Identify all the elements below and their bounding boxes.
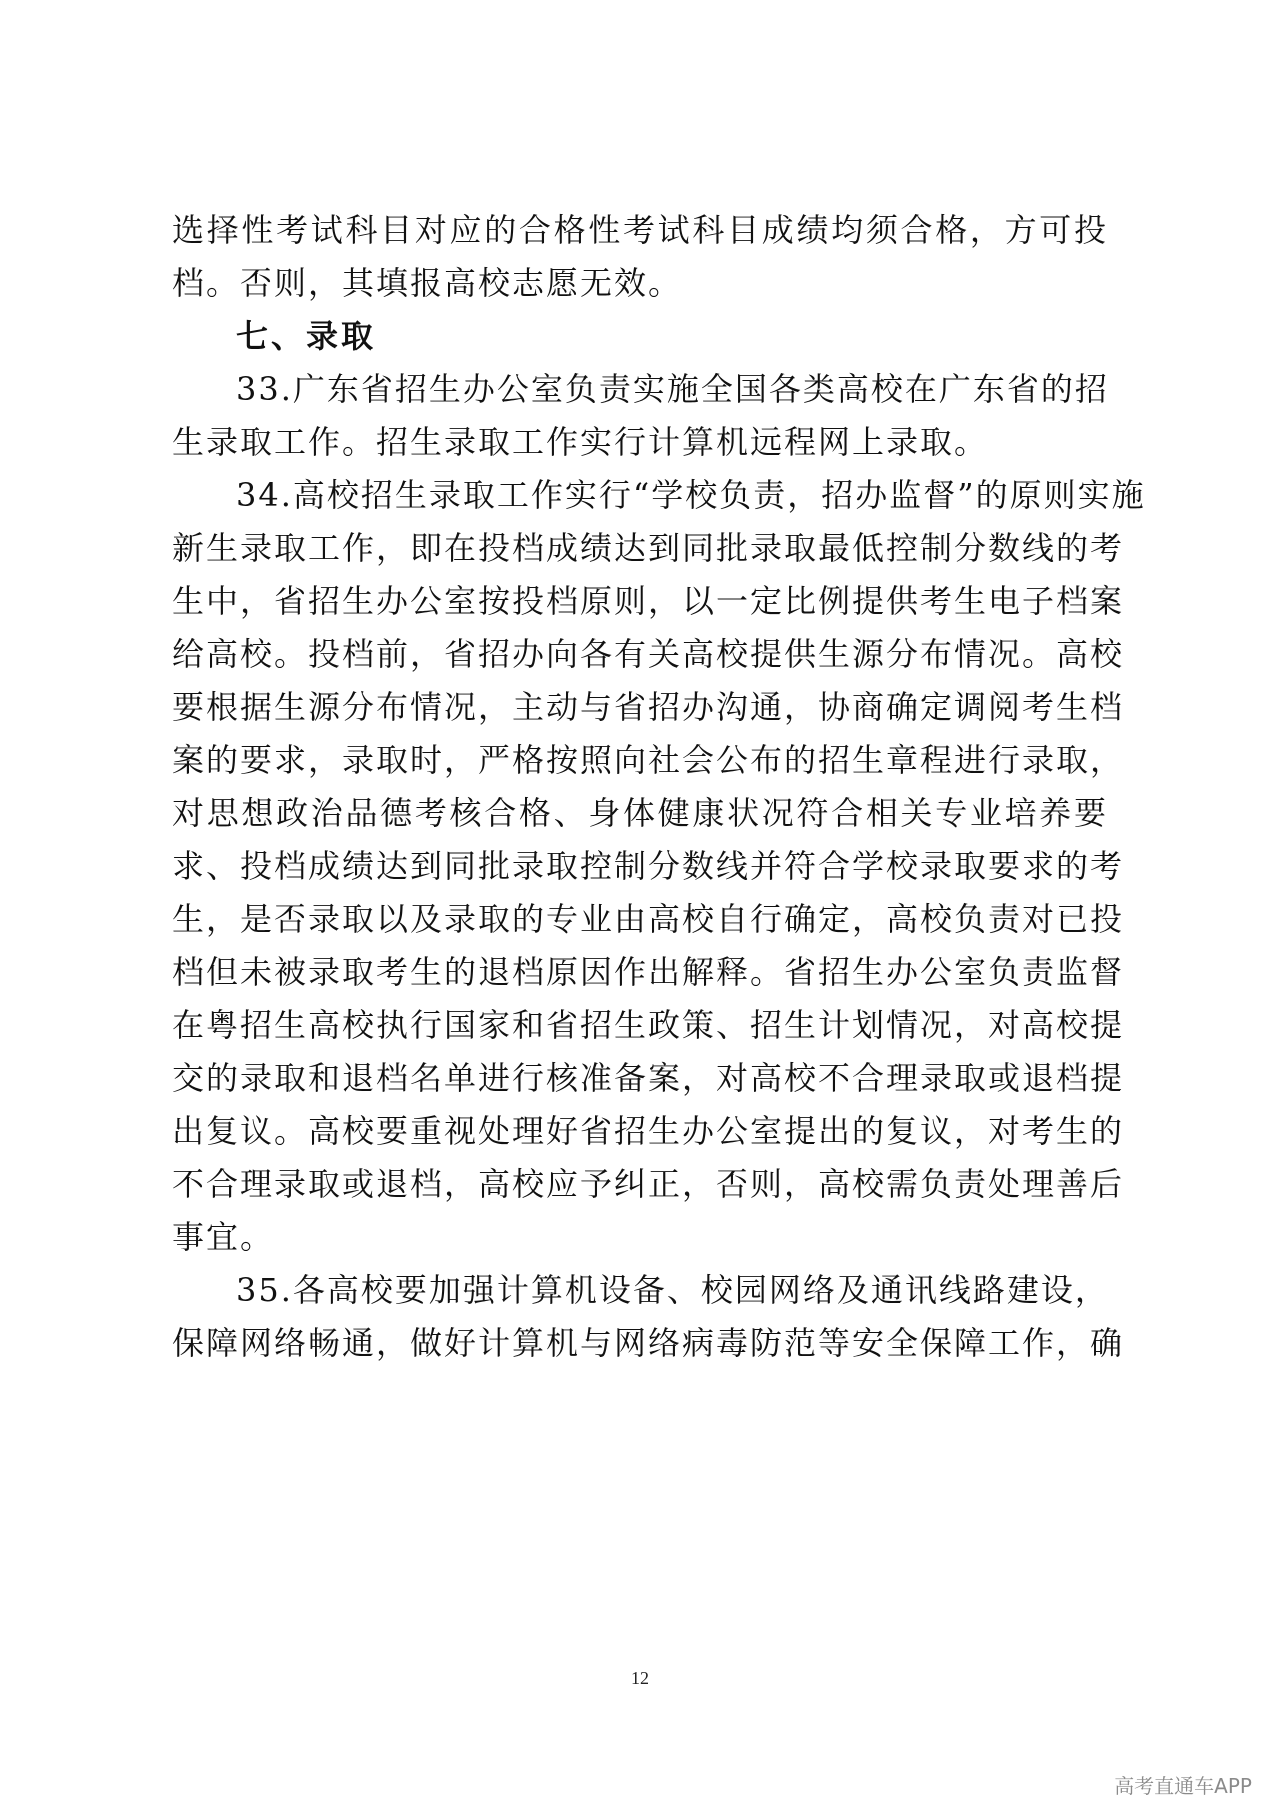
section-heading: 七、录取 xyxy=(236,317,377,355)
paragraph-first-line: 34.高校招生录取工作实行“学校负责，招办监督”的原则实施 xyxy=(236,476,1146,514)
body-text-line: 事宜。 xyxy=(172,1218,275,1256)
body-text-line: 生中，省招生办公室按投档原则，以一定比例提供考生电子档案 xyxy=(172,582,1125,620)
body-text-line: 求、投档成绩达到同批录取控制分数线并符合学校录取要求的考 xyxy=(172,847,1125,885)
body-text-line: 案的要求，录取时，严格按照向社会公布的招生章程进行录取， xyxy=(172,741,1125,779)
body-text-line: 生录取工作。招生录取工作实行计算机远程网上录取。 xyxy=(172,423,989,461)
body-text-line: 给高校。投档前，省招办向各有关高校提供生源分布情况。高校 xyxy=(172,635,1125,673)
body-text-line: 出复议。高校要重视处理好省招生办公室提出的复议，对考生的 xyxy=(172,1112,1125,1150)
body-text-line: 要根据生源分布情况，主动与省招办沟通，协商确定调阅考生档 xyxy=(172,688,1125,726)
paragraph-first-line: 33.广东省招生办公室负责实施全国各类高校在广东省的招 xyxy=(236,370,1109,408)
body-text-line: 交的录取和退档名单进行核准备案，对高校不合理录取或退档提 xyxy=(172,1059,1125,1097)
body-text-line: 对思想政治品德考核合格、身体健康状况符合相关专业培养要 xyxy=(172,794,1108,832)
body-text-line: 在粤招生高校执行国家和省招生政策、招生计划情况，对高校提 xyxy=(172,1006,1125,1044)
body-text-line: 档。否则，其填报高校志愿无效。 xyxy=(172,264,683,302)
body-text-line: 保障网络畅通，做好计算机与网络病毒防范等安全保障工作，确 xyxy=(172,1324,1125,1362)
body-text-line: 不合理录取或退档，高校应予纠正，否则，高校需负责处理善后 xyxy=(172,1165,1125,1203)
body-text-line: 选择性考试科目对应的合格性考试科目成绩均须合格，方可投 xyxy=(172,211,1108,249)
body-text-line: 生，是否录取以及录取的专业由高校自行确定，高校负责对已投 xyxy=(172,900,1125,938)
body-text-line: 档但未被录取考生的退档原因作出解释。省招生办公室负责监督 xyxy=(172,953,1125,991)
app-watermark: 高考直通车APP xyxy=(1114,1774,1252,1798)
body-text-line: 新生录取工作，即在投档成绩达到同批录取最低控制分数线的考 xyxy=(172,529,1125,567)
paragraph-first-line: 35.各高校要加强计算机设备、校园网络及通讯线路建设， xyxy=(236,1271,1109,1309)
page-number: 12 xyxy=(631,1668,649,1688)
